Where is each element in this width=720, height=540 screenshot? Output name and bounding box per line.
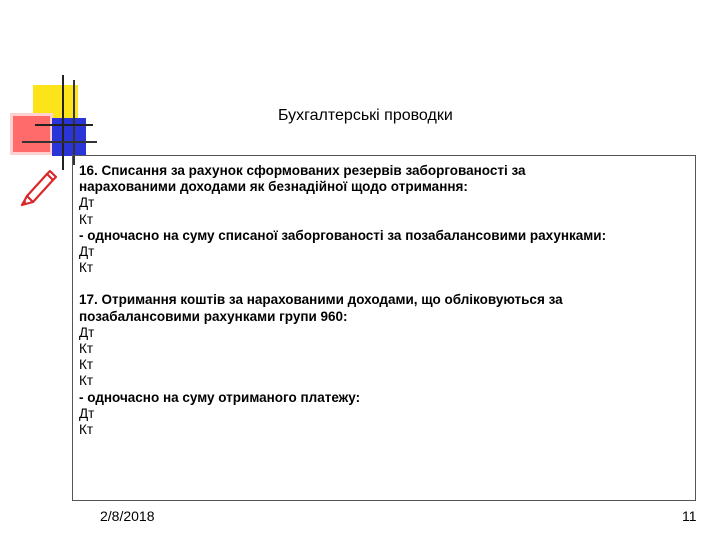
entry-credit: Кт: [79, 341, 94, 357]
pen-icon: [18, 167, 60, 209]
entry-credit: Кт: [79, 211, 94, 227]
item-16-note: - одночасно на суму списаної заборгованості за позабалансовими рахунками:: [79, 227, 607, 243]
item-17-note: - одночасно на суму отриманого платежу:: [79, 389, 361, 405]
decor-line: [73, 80, 75, 165]
entry-credit: Кт: [79, 373, 94, 389]
item-17-heading-line1: 17. Отримання коштів за нарахованими доходами, що обліковуються за: [79, 292, 563, 308]
entry-credit: Кт: [79, 357, 94, 373]
entry-credit: Кт: [79, 422, 94, 438]
slide-title: Бухгалтерські проводки: [278, 107, 453, 124]
entry-debit: Дт: [79, 324, 95, 340]
item-17-heading-line2: позабалансовими рахунками групи 960:: [79, 308, 348, 324]
page-number: 11: [682, 508, 697, 524]
decor-red-square: [10, 113, 53, 155]
footer-date: 2/8/2018: [100, 508, 155, 524]
decor-line: [35, 124, 93, 126]
entry-debit: Дт: [79, 405, 95, 421]
slide-body: [79, 163, 679, 438]
entry-debit: Дт: [79, 195, 95, 211]
item-16-heading-line1: 16. Списання за рахунок сформованих резервів заборгованості за: [79, 163, 526, 178]
entry-credit: Кт: [79, 260, 94, 276]
decor-line: [22, 141, 97, 143]
item-16-heading-line2: нарахованими доходами як безнадійної щодо отримання:: [79, 179, 468, 195]
entry-debit: Дт: [79, 244, 95, 260]
decor-line: [62, 75, 64, 170]
